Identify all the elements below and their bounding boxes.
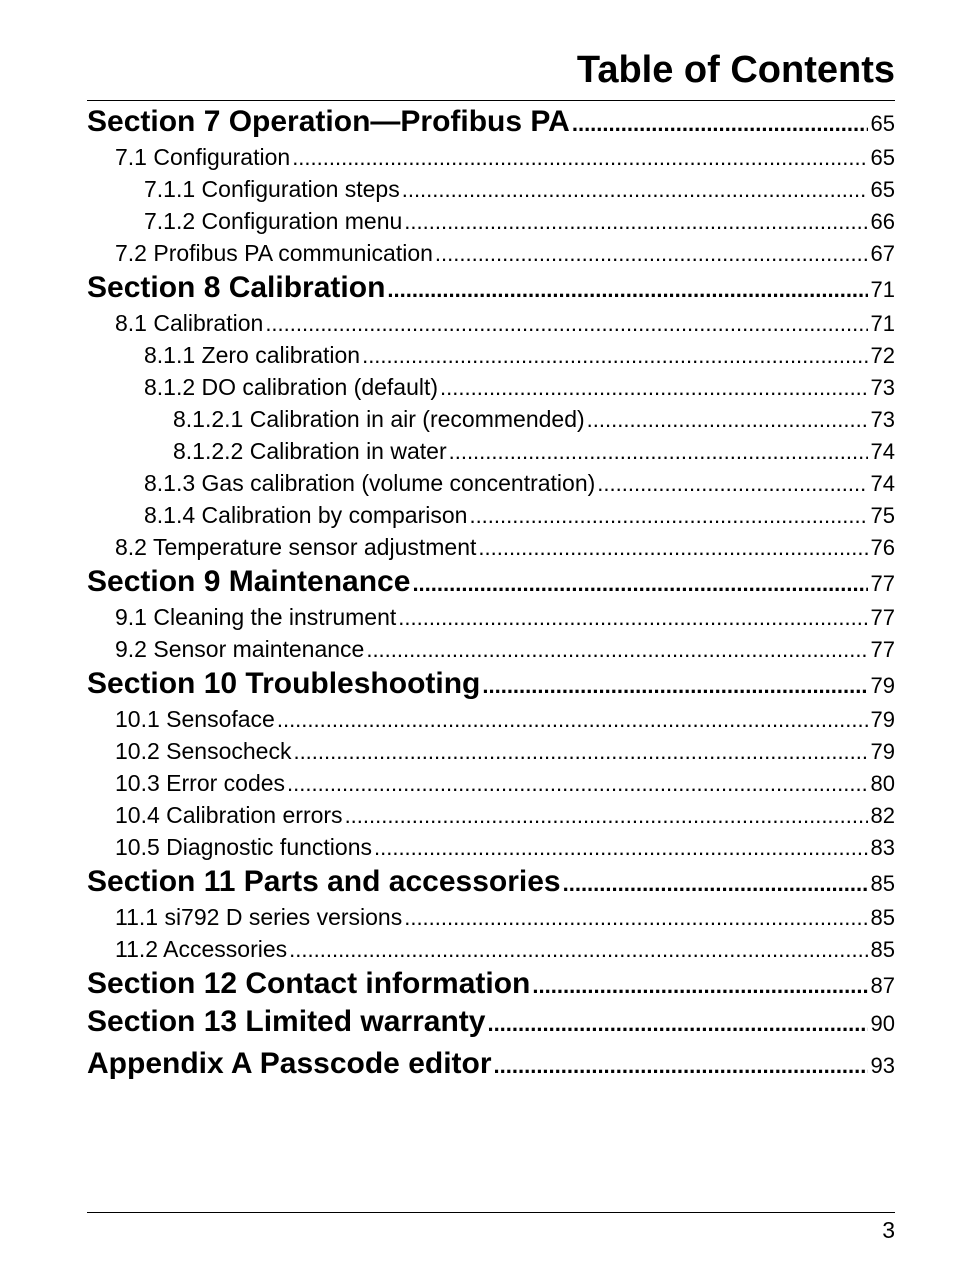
toc-entry-page: 66	[870, 209, 895, 234]
header-divider	[87, 100, 895, 101]
toc-entry-page: 74	[870, 471, 895, 496]
dot-leader	[563, 865, 868, 901]
toc-entry-page: 65	[870, 177, 895, 202]
dot-leader	[366, 634, 867, 665]
toc-entry-label: 11.2 Accessories	[115, 936, 288, 962]
toc-entry-7-1-1[interactable]	[87, 173, 895, 205]
dot-leader	[469, 500, 867, 531]
toc-entry-section-11[interactable]	[87, 863, 895, 901]
dot-leader	[449, 436, 868, 467]
toc-entry-11-1[interactable]	[87, 901, 895, 933]
dot-leader	[289, 934, 867, 965]
toc-entry-10-3[interactable]	[87, 767, 895, 799]
toc-entry-page: 85	[870, 871, 895, 896]
dot-leader	[362, 340, 867, 371]
toc-entry-page: 77	[870, 637, 895, 662]
toc-entry-label: Section 8 Calibration	[87, 271, 386, 304]
toc-entry-page: 72	[870, 343, 895, 368]
dot-leader	[402, 174, 868, 205]
dot-leader	[374, 832, 868, 863]
dot-leader	[597, 468, 867, 499]
toc-entry-label: 11.1 si792 D series versions	[115, 904, 403, 930]
toc-entry-page: 85	[870, 937, 895, 962]
toc-entry-page: 79	[870, 739, 895, 764]
toc-entry-label: 7.1.1 Configuration steps	[144, 176, 400, 202]
toc-entry-8-1-4[interactable]	[87, 499, 895, 531]
toc-entry-section-12[interactable]	[87, 965, 895, 1003]
toc-entry-label: 8.1.2 DO calibration (default)	[144, 374, 439, 400]
toc-entry-label: 9.2 Sensor maintenance	[115, 636, 365, 662]
dot-leader	[412, 565, 867, 601]
dot-leader	[494, 1047, 868, 1083]
toc-entry-page: 65	[870, 145, 895, 170]
footer-divider	[87, 1212, 895, 1213]
toc-entry-9-1[interactable]	[87, 601, 895, 633]
toc-entry-page: 87	[870, 973, 895, 998]
toc-entry-9-2[interactable]	[87, 633, 895, 665]
toc-entry-page: 93	[870, 1053, 895, 1078]
toc-entry-page: 79	[870, 707, 895, 732]
toc-entry-section-10[interactable]	[87, 665, 895, 703]
toc-entry-10-4[interactable]	[87, 799, 895, 831]
toc-entry-label: 8.1.3 Gas calibration (volume concentration)	[144, 470, 596, 496]
toc-entry-label: 10.3 Error codes	[115, 770, 286, 796]
toc-entry-label: 8.1.2.1 Calibration in air (recommended)	[173, 406, 585, 432]
toc-entry-7-1[interactable]	[87, 141, 895, 173]
toc-entry-label: 8.2 Temperature sensor adjustment	[115, 534, 477, 560]
dot-leader	[345, 800, 868, 831]
toc-entry-label: 8.1.4 Calibration by comparison	[144, 502, 468, 528]
toc-entry-appendix-a[interactable]	[87, 1045, 895, 1083]
toc-entry-page: 73	[870, 407, 895, 432]
toc-entry-label: 10.2 Sensocheck	[115, 738, 292, 764]
dot-leader	[292, 142, 867, 173]
dot-leader	[487, 1005, 867, 1041]
toc-entry-label: 9.1 Cleaning the instrument	[115, 604, 397, 630]
toc-entry-10-2[interactable]	[87, 735, 895, 767]
toc-entry-label: Section 12 Contact information	[87, 967, 531, 1000]
dot-leader	[277, 704, 868, 735]
toc-entry-label: 10.1 Sensoface	[115, 706, 275, 732]
toc-entry-page: 77	[870, 605, 895, 630]
toc-entry-label: 7.1 Configuration	[115, 144, 291, 170]
toc-entry-label: 8.1.2.2 Calibration in water	[173, 438, 447, 464]
toc-entry-page: 76	[870, 535, 895, 560]
dot-leader	[572, 105, 868, 141]
toc-entry-8-1-2-2[interactable]	[87, 435, 895, 467]
toc-entry-page: 77	[870, 571, 895, 596]
toc-entry-label: 8.1 Calibration	[115, 310, 264, 336]
dot-leader	[440, 372, 867, 403]
toc-entry-label: 10.4 Calibration errors	[115, 802, 343, 828]
toc-entry-8-2[interactable]	[87, 531, 895, 563]
toc-entry-8-1-3[interactable]	[87, 467, 895, 499]
toc-entry-label: Section 13 Limited warranty	[87, 1005, 486, 1038]
toc-entry-8-1-1[interactable]	[87, 339, 895, 371]
toc-entry-page: 71	[870, 277, 895, 302]
dot-leader	[387, 271, 867, 307]
toc-entry-7-1-2[interactable]	[87, 205, 895, 237]
dot-leader	[398, 602, 867, 633]
dot-leader	[404, 206, 867, 237]
dot-leader	[532, 967, 867, 1003]
toc-entry-label: Section 10 Troubleshooting	[87, 667, 481, 700]
toc-entry-section-13[interactable]	[87, 1003, 895, 1041]
toc-entry-10-5[interactable]	[87, 831, 895, 863]
toc-entry-page: 79	[870, 673, 895, 698]
toc-entry-8-1[interactable]	[87, 307, 895, 339]
toc-entry-8-1-2[interactable]	[87, 371, 895, 403]
toc-entry-page: 67	[870, 241, 895, 266]
table-of-contents	[87, 103, 895, 1083]
toc-entry-page: 83	[870, 835, 895, 860]
dot-leader	[293, 736, 867, 767]
dot-leader	[404, 902, 867, 933]
toc-entry-section-9[interactable]	[87, 563, 895, 601]
toc-entry-page: 71	[870, 311, 895, 336]
page-number: 3	[882, 1217, 895, 1243]
dot-leader	[478, 532, 867, 563]
toc-entry-label: Section 7 Operation—Profibus PA	[87, 105, 570, 138]
toc-entry-11-2[interactable]	[87, 933, 895, 965]
toc-entry-section-7[interactable]	[87, 103, 895, 141]
toc-entry-label: 10.5 Diagnostic functions	[115, 834, 372, 860]
toc-entry-label: 8.1.1 Zero calibration	[144, 342, 361, 368]
toc-entry-page: 65	[870, 111, 895, 136]
toc-entry-label: 7.2 Profibus PA communication	[115, 240, 433, 266]
toc-entry-7-2[interactable]	[87, 237, 895, 269]
toc-entry-page: 85	[870, 905, 895, 930]
toc-entry-label: Appendix A Passcode editor	[87, 1047, 492, 1080]
dot-leader	[587, 404, 868, 435]
toc-entry-page: 90	[870, 1011, 895, 1036]
dot-leader	[265, 308, 867, 339]
dot-leader	[435, 238, 868, 269]
toc-entry-page: 82	[870, 803, 895, 828]
toc-entry-8-1-2-1[interactable]	[87, 403, 895, 435]
toc-entry-label: Section 9 Maintenance	[87, 565, 411, 598]
toc-entry-page: 75	[870, 503, 895, 528]
page-title: Table of Contents	[576, 49, 895, 91]
toc-entry-page: 80	[870, 771, 895, 796]
toc-entry-label: Section 11 Parts and accessories	[87, 865, 561, 898]
toc-entry-page: 74	[870, 439, 895, 464]
dot-leader	[287, 768, 867, 799]
dot-leader	[482, 667, 867, 703]
toc-entry-10-1[interactable]	[87, 703, 895, 735]
toc-entry-section-8[interactable]	[87, 269, 895, 307]
toc-entry-label: 7.1.2 Configuration menu	[144, 208, 403, 234]
toc-entry-page: 73	[870, 375, 895, 400]
